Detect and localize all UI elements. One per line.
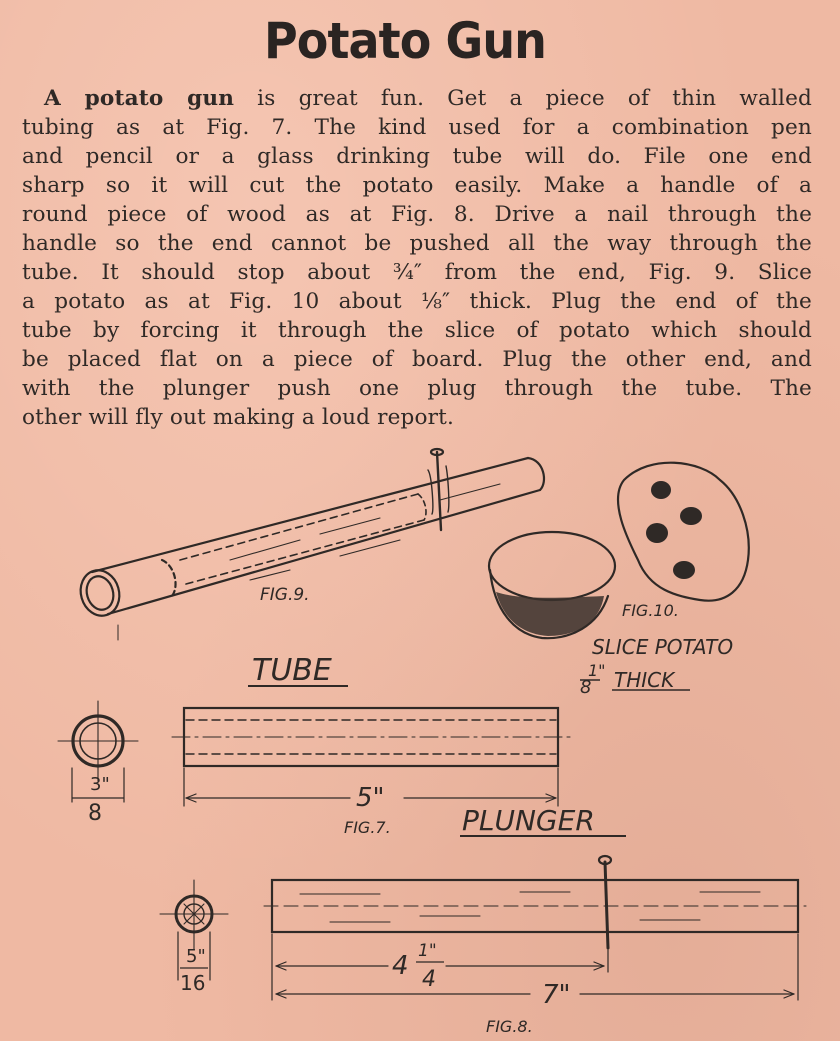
paragraph-line: tube. It should stop about ¾″ from the end, Fig. 9. Slice [22,260,812,285]
fig8-label: FIG.8. [486,1017,533,1036]
tube-diameter-denominator: 8 [88,801,102,826]
paragraph-line: round piece of wood as at Fig. 8. Drive a nail through the [22,202,812,227]
paragraph-line: a potato as at Fig. 10 about ⅛″ thick. Plug the end of the [22,289,812,314]
paragraph-line: tube by forcing it through the slice of potato which should [22,318,812,343]
lead-in-bold: A potato gun [44,86,235,111]
fig9-label: FIG.9. [260,585,310,605]
paragraph-line: handle so the end cannot be pushed all the way through the [22,231,812,256]
plunger-diameter-denominator: 16 [180,971,206,995]
fig7-tube-drawing [58,701,572,806]
paragraph-line: with the plunger push one plug through the tube. The [22,376,812,401]
thick-fraction-numerator: 1" [588,661,606,680]
nail-position-whole: 4 [392,951,409,981]
plunger-length-dimension: 7" [542,980,571,1010]
fig10-label: FIG.10. [622,601,679,620]
paragraph-line: sharp so it will cut the potato easily. Make a handle of a [22,173,812,198]
fig7-label: FIG.7. [344,818,391,837]
paragraph-line: and pencil or a glass drinking tube will do. File one end [22,144,812,169]
fig8-plunger-drawing [160,856,806,1000]
paragraph-line: be placed flat on a piece of board. Plug the other end, and [22,347,812,372]
slice-potato-caption: SLICE POTATO [592,635,734,659]
plunger-diameter-numerator: 5" [186,946,206,967]
page-title: Potato Gun [263,12,547,70]
thick-fraction-denominator: 8 [580,677,592,698]
nail-position-numerator: 1" [418,941,437,961]
tube-diameter-numerator: 3" [90,774,110,795]
tube-heading: TUBE [252,653,332,688]
thick-word: THICK [614,668,675,692]
paragraph-line-rest: is great fun. Get a piece of thin walled [234,86,812,111]
tube-length-dimension: 5" [356,783,385,813]
fig9-tube-drawing [75,449,544,640]
plunger-heading: PLUNGER [462,804,595,837]
fig10-potato-drawing [489,463,749,639]
paragraph-line: other will fly out making a loud report. [22,405,454,430]
paragraph-line: tubing as at Fig. 7. The kind used for a combination pen [22,115,812,140]
nail-position-denominator: 4 [422,967,436,992]
